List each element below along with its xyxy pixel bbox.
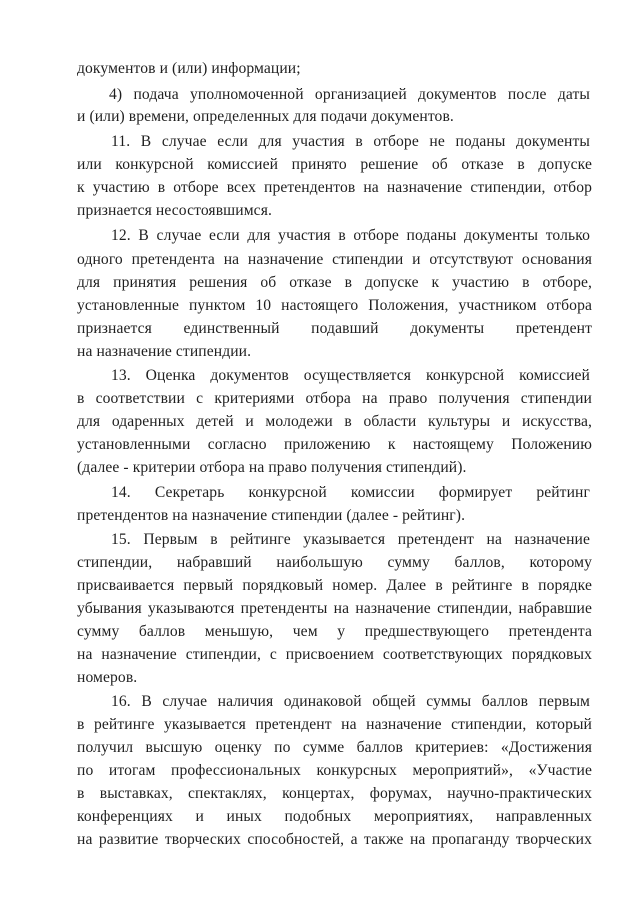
text-line: присваивается первый порядковый номер. Далее в рейтинге в порядке bbox=[77, 577, 592, 594]
text-line: для одаренных детей и молодежи в области культуры и искусства, bbox=[77, 413, 592, 430]
text-line: (далее - критерии отбора на право получения стипендий). bbox=[77, 459, 467, 476]
text-line: на назначение стипендии. bbox=[77, 343, 252, 360]
text-line: 13. Оценка документов осуществляется конкурсной комиссией bbox=[111, 367, 590, 384]
text-line: 15. Первым в рейтинге указывается претендент на назначение bbox=[111, 531, 590, 548]
text-line: и (или) времени, определенных для подачи документов. bbox=[77, 108, 454, 125]
text-line: сумму баллов меньшую, чем у предшествующего претендента bbox=[77, 623, 592, 640]
text-line: 11. В случае если для участия в отборе не поданы документы bbox=[111, 133, 590, 150]
text-line: или конкурсной комиссией принято решение об отказе в допуске bbox=[77, 156, 592, 173]
text-line: в рейтинге указывается претендент на назначение стипендии, который bbox=[77, 716, 592, 733]
text-line: конференциях и иных подобных мероприятиях, направленных bbox=[77, 808, 592, 825]
text-line: по итогам профессиональных конкурсных мероприятий», «Участие bbox=[77, 762, 592, 779]
text-line: стипендии, набравший наибольшую сумму баллов, которому bbox=[77, 554, 592, 571]
text-line: 12. В случае если для участия в отборе поданы документы только bbox=[111, 227, 590, 244]
text-line: на развитие творческих способностей, а также на пропаганду творческих bbox=[77, 831, 592, 848]
text-line: убывания указываются претенденты на назначение стипендии, набравшие bbox=[77, 600, 592, 617]
text-line: для принятия решения об отказе в допуске к участию в отборе, bbox=[77, 274, 592, 291]
text-line: к участию в отборе всех претендентов на назначение стипендии, отбор bbox=[77, 179, 592, 196]
text-line: на назначение стипендии, с присвоением соответствующих порядковых bbox=[77, 646, 592, 663]
text-line: 14. Секретарь конкурсной комиссии формирует рейтинг bbox=[111, 484, 590, 501]
text-line: одного претендента на назначение стипендии и отсутствуют основания bbox=[77, 251, 592, 268]
text-line: документов и (или) информации; bbox=[77, 60, 301, 77]
text-line: 4) подача уполномоченной организацией документов после даты bbox=[109, 86, 590, 103]
text-line: в выставках, спектаклях, концертах, форумах, научно-практических bbox=[77, 785, 592, 802]
text-line: 16. В случае наличия одинаковой общей суммы баллов первым bbox=[111, 693, 590, 710]
text-line: признается единственный подавший документы претендент bbox=[77, 320, 592, 337]
text-line: установленные пунктом 10 настоящего Положения, участником отбора bbox=[77, 297, 592, 314]
text-line: номеров. bbox=[77, 669, 138, 686]
text-line: в соответствии с критериями отбора на право получения стипендии bbox=[77, 390, 592, 407]
text-line: установленными согласно приложению к настоящему Положению bbox=[77, 436, 592, 453]
text-line: признается несостоявшимся. bbox=[77, 202, 272, 219]
text-line: получил высшую оценку по сумме баллов критериев: «Достижения bbox=[77, 739, 592, 756]
text-line: претендентов на назначение стипендии (далее - рейтинг). bbox=[77, 507, 466, 524]
